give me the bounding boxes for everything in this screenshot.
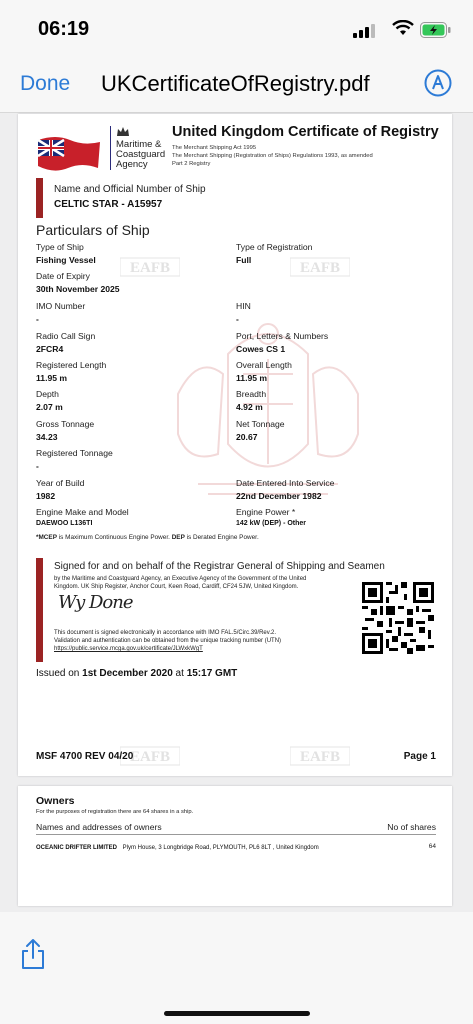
registered-tonnage-label: Registered Tonnage [36,448,113,458]
overall-length-value: 11.95 m [236,373,268,383]
footnote-text-2: is Derated Engine Power. [184,534,259,541]
done-button[interactable]: Done [20,72,71,95]
type-of-ship-value: Fishing Vessel [36,255,96,265]
port-value: Cowes CS 1 [236,344,286,354]
document-title: UKCertificateOfRegistry.pdf [101,71,370,96]
ship-name-value: CELTIC STAR - A15957 [54,199,163,210]
signature-bar [36,558,43,662]
act-line-3: Part 2 Registry [172,161,211,167]
issued-time: 15:17 GMT [186,668,238,679]
registration-type-label: Type of Registration [236,242,313,252]
year-of-build-label: Year of Build [36,478,85,488]
registered-length-value: 11.95 m [36,373,68,383]
registered-length-label: Registered Length [36,360,107,370]
gross-tonnage-label: Gross Tonnage [36,419,95,429]
owners-heading: Owners [36,795,75,807]
watermark-text: EAFB [129,260,171,276]
watermark-text: EAFB [129,749,171,765]
eafb-watermark [120,257,180,282]
markup-icon[interactable] [423,68,453,98]
port-label: Port, Letters & Numbers [236,331,329,341]
navigation-bar [0,58,473,113]
elec-line-1: This document is signed electronically in accordance with IMO FAL.5/Circ.39/Rev.2. [54,630,276,636]
act-line-2: The Merchant Shipping (Registration of Ships) Regulations 1993, as amended [172,153,373,159]
act-line-1: The Merchant Shipping Act 1995 [172,145,257,151]
engine-power-value: 142 kW (DEP) - Other [236,520,307,527]
certificate-page[interactable] [18,114,452,776]
expiry-value: 30th November 2025 [36,284,120,294]
agency-line-1: Maritime & [116,139,162,150]
issued-prefix: Issued on [36,668,83,679]
crown-icon [116,126,130,138]
share-icon[interactable] [20,938,46,970]
status-time: 06:19 [38,18,90,40]
engine-make-value: DAEWOO L136TI [36,520,93,527]
particulars-heading: Particulars of Ship [36,222,150,238]
watermark-text: EAFB [299,260,341,276]
service-date-value: 22nd December 1982 [236,491,322,501]
ship-name-bar [36,178,43,218]
wifi-icon [392,20,414,36]
signature: Wy Done [58,592,133,613]
imo-label: IMO Number [36,301,86,311]
year-of-build-value: 1982 [36,491,56,501]
depth-label: Depth [36,389,59,399]
owners-column-shares: No of shares [387,822,436,832]
agency-line-2: Coastguard [116,149,166,160]
agency-name [116,140,165,170]
home-indicator[interactable] [164,1011,310,1016]
issued-mid: at [172,668,187,679]
owners-column-names: Names and addresses of owners [36,822,162,832]
footnote-text-1: is Maximum Continuous Engine Power. [56,534,172,541]
radio-call-sign-label: Radio Call Sign [36,331,96,341]
eafb-watermark [290,746,350,771]
owner-address: Plym House, 3 Longbridge Road, PLYMOUTH, PL6 8LT , United Kingdom [122,845,319,851]
owners-divider [36,834,436,835]
ship-name-label: Name and Official Number of Ship [54,184,206,195]
form-number: MSF 4700 REV 04/20 [36,751,134,762]
cellular-signal-icon [353,24,375,38]
footnote-mcep: *MCEP [36,534,57,541]
registered-tonnage-value: - [36,461,39,471]
service-date-label: Date Entered Into Service [236,478,335,488]
hin-label: HIN [236,301,251,311]
overall-length-label: Overall Length [236,360,292,370]
bottom-toolbar [0,912,473,1024]
net-tonnage-label: Net Tonnage [236,419,285,429]
electronic-sign-text [54,629,281,653]
signed-line-2: Kingdom. UK Ship Register, Anchor Court, Keen Road, Cardiff, CF24 5JW, United Kingdom. [54,584,299,590]
owner-row [36,845,319,851]
watermark-text: EAFB [299,749,341,765]
signed-line-1: by the Maritime and Coastguard Agency, an Executive Agency of the Government of the United [54,576,307,582]
owner-shares: 64 [428,843,436,850]
logo-divider [110,126,111,170]
type-of-ship-label: Type of Ship [36,242,84,252]
breadth-value: 4.92 m [236,402,263,412]
net-tonnage-value: 20.67 [236,432,258,442]
owners-note: For the purposes of registration there are 64 shares in a ship. [36,809,194,815]
footnote-dep: DEP [171,534,185,541]
elec-line-2: Validation and authentication can be obtained from the unique tracking number (UTN) [54,638,282,644]
expiry-label: Date of Expiry [36,271,90,281]
certificate-title: United Kingdom Certificate of Registry [172,124,439,140]
signed-heading: Signed for and on behalf of the Registrar General of Shipping and Seamen [54,561,385,572]
battery-icon [420,22,452,38]
engine-make-label: Engine Make and Model [36,507,129,517]
issued-date: 1st December 2020 [82,668,173,679]
engine-power-label: Engine Power * [236,507,296,517]
radio-call-sign-value: 2FCR4 [36,344,64,354]
red-ensign-flag-icon [36,134,102,176]
agency-line-3: Agency [116,159,148,170]
signed-text [54,575,306,591]
hin-value: - [236,314,239,324]
royal-crest-watermark [158,314,378,504]
legislation-text [172,144,373,168]
depth-value: 2.07 m [36,402,63,412]
issued-line [36,668,237,679]
owner-name: OCEANIC DRIFTER LIMITED [36,845,117,851]
qr-code-icon [362,582,434,654]
engine-power-footnote [36,534,259,542]
status-bar [0,0,473,58]
certificate-link[interactable]: https://public.service.mcga.gov.uk/certificate/JLWxkWgT [54,646,203,652]
gross-tonnage-value: 34.23 [36,432,58,442]
breadth-label: Breadth [236,389,267,399]
owners-page[interactable] [18,786,452,906]
page-number: Page 1 [403,751,436,762]
imo-value: - [36,314,39,324]
eafb-watermark [290,257,350,282]
registration-type-value: Full [236,255,252,265]
